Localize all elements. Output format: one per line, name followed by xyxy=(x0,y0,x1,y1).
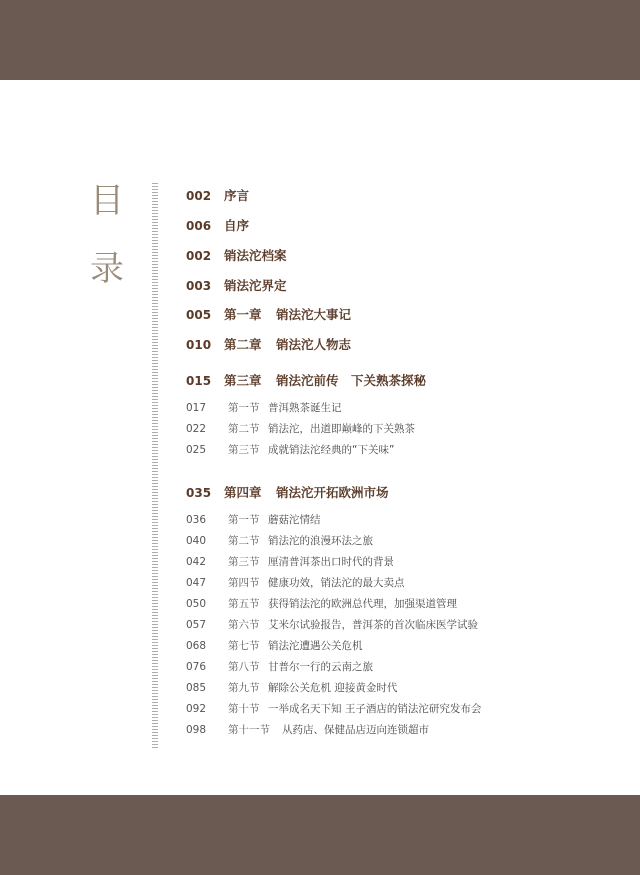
toc-entry-title: 健康功效，销法沱的最大卖点 xyxy=(268,577,405,589)
toc-section-label: 第三节 xyxy=(228,444,260,456)
toc-chapter-label: 第三章 xyxy=(224,373,262,388)
toc-entry-title: 销法沱人物志 xyxy=(276,337,352,352)
toc-section-label: 第十一节 xyxy=(228,724,270,736)
toc-page-number: 015 xyxy=(186,374,212,388)
toc-title-char-2: 录 xyxy=(90,249,124,289)
toc-page-number: 002 xyxy=(186,249,212,263)
toc-page-number: 092 xyxy=(186,703,207,715)
toc-entry-title: 一举成名天下知 王子酒店的销法沱研究发布会 xyxy=(268,703,482,715)
toc-page-number: 025 xyxy=(186,444,207,456)
toc-page-number: 036 xyxy=(186,514,207,526)
toc-entry-title: 销法沱，出道即巅峰的下关熟茶 xyxy=(268,423,415,435)
toc-entry-title: 自序 xyxy=(224,218,250,233)
toc-entry-title: 成就销法沱经典的“下关味” xyxy=(268,444,395,456)
toc-section-label: 第二节 xyxy=(228,423,260,435)
toc-page-number: 068 xyxy=(186,640,207,652)
toc-page-number: 017 xyxy=(186,402,207,414)
toc-entry-title: 销法沱遭遇公关危机 xyxy=(268,640,363,652)
toc-entry-title: 销法沱档案 xyxy=(224,248,287,263)
toc-page-number: 035 xyxy=(186,486,212,500)
toc-page-number: 076 xyxy=(186,661,207,673)
toc-section-label: 第四节 xyxy=(228,577,260,589)
toc-entry-title: 厘清普洱茶出口时代的背景 xyxy=(268,556,394,568)
toc-entry-title: 艾米尔试验报告，普洱茶的首次临床医学试验 xyxy=(268,619,478,631)
toc-entry-title: 销法沱大事记 xyxy=(276,307,352,322)
toc-section-label: 第一节 xyxy=(228,514,260,526)
toc-page-number: 098 xyxy=(186,724,207,736)
toc-page-number: 047 xyxy=(186,577,207,589)
toc-page-number: 006 xyxy=(186,219,212,233)
toc-section-label: 第五节 xyxy=(228,598,260,610)
toc-entry-title: 销法沱前传 下关熟茶探秘 xyxy=(276,373,427,388)
toc-page-number: 042 xyxy=(186,556,207,568)
toc-entry-title: 甘普尔一行的云南之旅 xyxy=(268,661,373,673)
toc-page-number: 005 xyxy=(186,308,212,322)
toc-page-number: 085 xyxy=(186,682,207,694)
toc-chapter-label: 第四章 xyxy=(224,485,262,500)
toc-page-number: 040 xyxy=(186,535,207,547)
toc-entry-title: 普洱熟茶诞生记 xyxy=(268,402,342,414)
toc-page-number: 003 xyxy=(186,279,212,293)
bottom-band xyxy=(0,795,640,875)
toc-page-number: 010 xyxy=(186,338,212,352)
toc-entry-title: 解除公关危机 迎接黄金时代 xyxy=(268,682,398,694)
toc-page-number: 002 xyxy=(186,189,212,203)
toc-entry-title: 获得销法沱的欧洲总代理，加强渠道管理 xyxy=(268,598,457,610)
toc-entry-title: 销法沱的浪漫环法之旅 xyxy=(268,535,373,547)
toc-chapter-label: 第一章 xyxy=(224,307,262,322)
toc-entry-title: 从药店、保健品店迈向连锁超市 xyxy=(282,724,429,736)
toc-section-label: 第八节 xyxy=(228,661,260,673)
toc-chapter-label: 第二章 xyxy=(224,337,262,352)
toc-section-label: 第三节 xyxy=(228,556,260,568)
toc-entry-title: 销法沱开拓欧洲市场 xyxy=(276,485,389,500)
toc-entry-title: 序言 xyxy=(224,188,250,203)
toc-title-char-1: 目 xyxy=(90,181,124,221)
toc-section-label: 第十节 xyxy=(228,703,260,715)
toc-section-label: 第一节 xyxy=(228,402,260,414)
toc-page-number: 050 xyxy=(186,598,207,610)
toc-section-label: 第九节 xyxy=(228,682,260,694)
toc-section-label: 第六节 xyxy=(228,619,260,631)
toc-entry-title: 销法沱界定 xyxy=(224,278,287,293)
toc-entry-title: 蘑菇沱情结 xyxy=(268,514,321,526)
toc-page-number: 022 xyxy=(186,423,207,435)
toc-page-number: 057 xyxy=(186,619,207,631)
toc-section-label: 第二节 xyxy=(228,535,260,547)
toc-section-label: 第七节 xyxy=(228,640,260,652)
